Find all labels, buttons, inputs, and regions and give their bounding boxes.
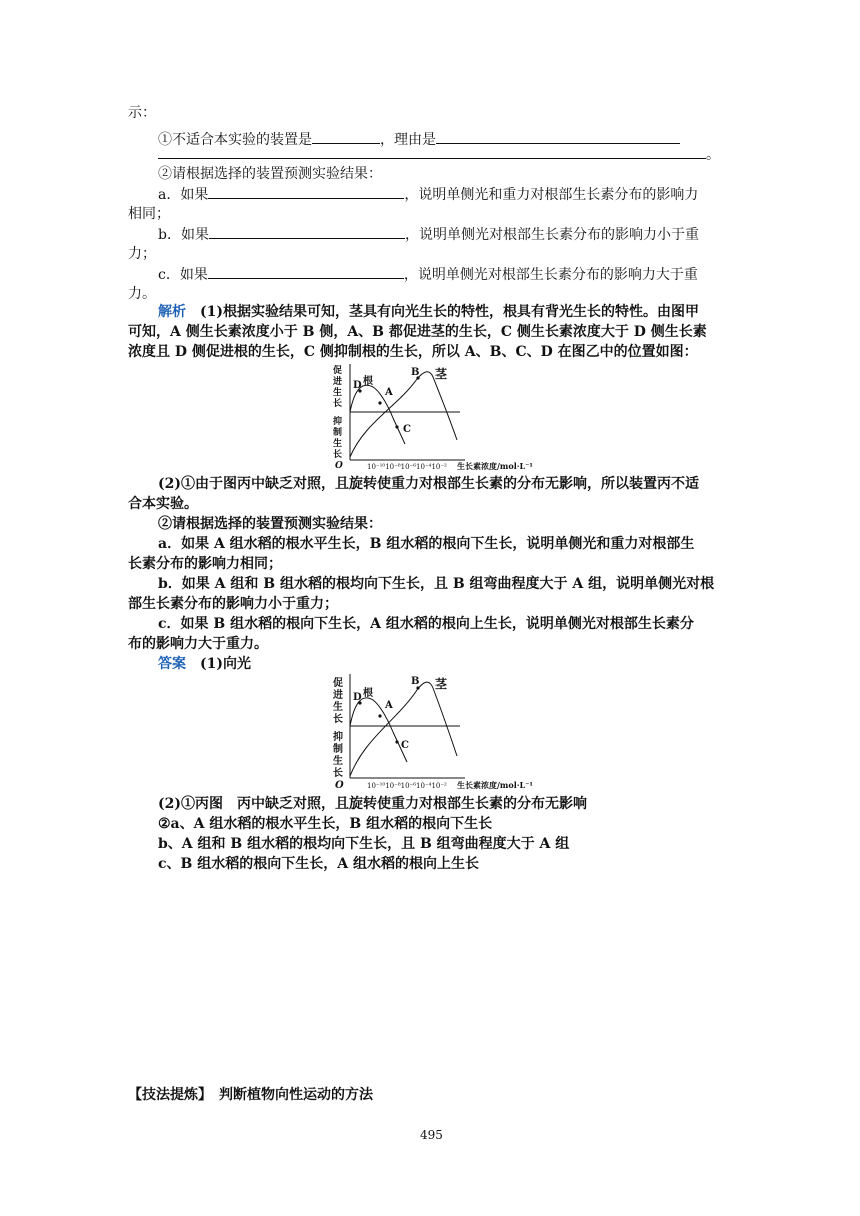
svg-text:生长素浓度/mol·L⁻¹: 生长素浓度/mol·L⁻¹: [457, 780, 533, 790]
analysis-p2-a1: a．如果 A 组水稻的根水平生长，B 组水稻的根向下生长，说明单侧光和重力对根部生: [158, 536, 695, 552]
question-line-3: ②请根据选择的装置预测实验结果：: [158, 166, 382, 182]
svg-text:促: 促: [333, 678, 343, 689]
answer-blank[interactable]: [209, 224, 405, 239]
svg-text:生长素浓度/mol·L⁻¹: 生长素浓度/mol·L⁻¹: [457, 461, 533, 471]
analysis-line-1: 解析 (1)根据实验结果可知，茎具有向光生长的特性，根具有背光生长的特性。由图甲: [158, 304, 699, 320]
svg-text:制: 制: [333, 744, 343, 755]
analysis-p2-c2: 布的影响力大于重力。: [128, 636, 268, 652]
question-a-cont: 相同；: [128, 206, 170, 222]
svg-text:茎: 茎: [435, 677, 448, 691]
analysis-p2-3: ②请根据选择的装置预测实验结果：: [158, 516, 382, 532]
svg-text:10⁻¹⁰10⁻⁸10⁻⁶10⁻⁴10⁻²: 10⁻¹⁰10⁻⁸10⁻⁶10⁻⁴10⁻²: [367, 782, 447, 790]
analysis-line-3: 浓度且 D 侧促进根的生长，C 侧抑制根的生长，所以 A、B、C、D 在图乙中的位置如图：: [128, 344, 698, 360]
svg-text:长: 长: [333, 450, 343, 460]
question-line-1: ①不适合本实验的装置是 ，理由是: [158, 129, 680, 150]
analysis-p2-c1: c．如果 B 组水稻的根向下生长，A 组水稻的根向上生长，说明单侧光对根部生长素分: [158, 616, 694, 632]
svg-text:长: 长: [333, 399, 343, 409]
question-b: b．如果 ，说明单侧光对根部生长素分布的影响力小于重: [158, 224, 699, 245]
answer-line-5: c、B 组水稻的根向下生长，A 组水稻的根向上生长: [158, 856, 479, 872]
analysis-line-2: 可知，A 侧生长素浓度小于 B 侧，A、B 都促进茎的生长，C 侧生长素浓度大于 D 侧生长素: [128, 324, 707, 340]
svg-text:抑: 抑: [333, 732, 343, 743]
answer-blank[interactable]: [208, 264, 404, 279]
answer-blank[interactable]: [312, 129, 380, 144]
analysis-p2-b1: b．如果 A 组和 B 组水稻的根均向下生长，且 B 组弯曲程度大于 A 组，说明单侧光对根: [158, 576, 715, 592]
svg-text:B: B: [411, 367, 420, 378]
svg-text:生: 生: [333, 702, 343, 713]
answer-figure: [325, 672, 565, 792]
svg-text:进: 进: [333, 690, 343, 701]
technique-heading: 【技法提炼】 判断植物向性运动的方法: [128, 1086, 373, 1102]
svg-text:根: 根: [363, 688, 373, 699]
question-a: a．如果 ，说明单侧光和重力对根部生长素分布的影响力: [158, 184, 698, 205]
analysis-label: 解析: [158, 304, 186, 320]
svg-text:生: 生: [333, 439, 343, 449]
answer-line-1: 答案 (1)向光: [158, 656, 251, 672]
svg-text:10⁻¹⁰10⁻⁸10⁻⁶10⁻⁴10⁻²: 10⁻¹⁰10⁻⁸10⁻⁶10⁻⁴10⁻²: [367, 463, 447, 471]
answer-line-3: ②a、A 组水稻的根水平生长，B 组水稻的根向下生长: [158, 816, 493, 832]
svg-text:D: D: [353, 380, 362, 391]
question-c: c．如果 ，说明单侧光对根部生长素分布的影响力大于重: [158, 264, 698, 285]
svg-text:长: 长: [333, 714, 343, 725]
svg-text:根: 根: [363, 376, 373, 387]
answer-blank[interactable]: [436, 129, 680, 144]
answer-line-4: b、A 组和 B 组水稻的根均向下生长，且 B 组弯曲程度大于 A 组: [158, 836, 570, 852]
svg-text:长: 长: [333, 768, 343, 779]
question-line-0: 示：: [128, 105, 156, 121]
svg-text:C: C: [401, 740, 409, 751]
svg-text:B: B: [411, 676, 420, 687]
question-c-cont: 力。: [128, 286, 156, 302]
answer-line-2: (2)①丙图 丙中缺乏对照，且旋转使重力对根部生长素的分布无影响: [158, 796, 587, 812]
question-line-2: 。: [158, 144, 720, 165]
svg-text:促: 促: [333, 366, 343, 376]
page-number: 495: [420, 1128, 443, 1142]
answer-label: 答案: [158, 656, 186, 672]
svg-text:O: O: [335, 780, 344, 791]
svg-text:A: A: [385, 387, 393, 398]
auxin-concentration-figure: [325, 362, 565, 474]
analysis-p2-b2: 部生长素分布的影响力小于重力；: [128, 596, 338, 612]
svg-text:抑: 抑: [333, 417, 343, 427]
svg-text:生: 生: [333, 756, 343, 767]
svg-text:茎: 茎: [435, 367, 448, 381]
question-b-cont: 力；: [128, 246, 156, 262]
svg-text:C: C: [403, 424, 411, 435]
svg-text:A: A: [385, 700, 393, 711]
analysis-p2-1: (2)①由于图丙中缺乏对照，且旋转使重力对根部生长素的分布无影响，所以装置丙不适: [158, 476, 699, 492]
analysis-p2-2: 合本实验。: [128, 496, 198, 512]
svg-text:进: 进: [333, 377, 343, 387]
svg-text:制: 制: [333, 428, 343, 438]
svg-text:D: D: [353, 692, 362, 703]
analysis-p2-a2: 长素分布的影响力相同；: [128, 556, 282, 572]
svg-text:O: O: [335, 461, 343, 471]
svg-text:生: 生: [333, 388, 343, 398]
answer-blank[interactable]: [208, 184, 404, 199]
answer-blank[interactable]: [158, 144, 706, 159]
